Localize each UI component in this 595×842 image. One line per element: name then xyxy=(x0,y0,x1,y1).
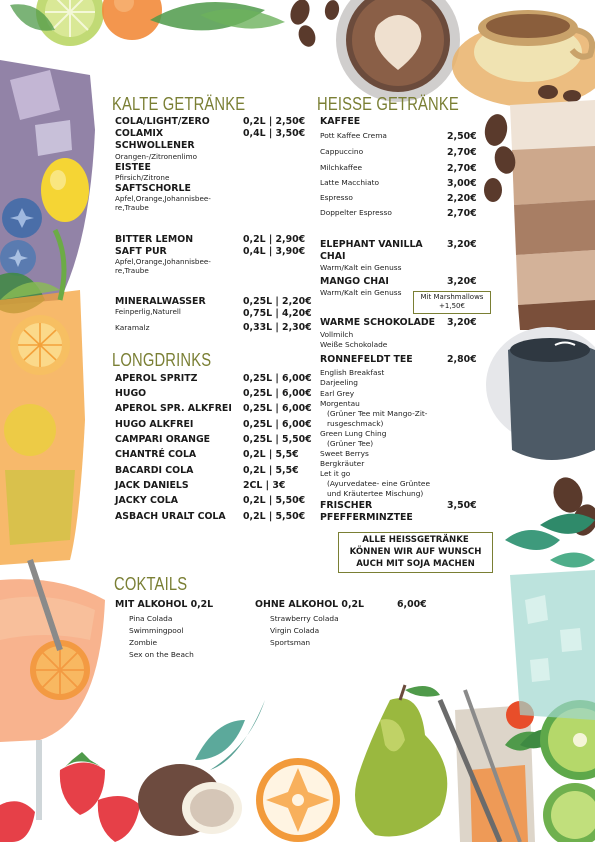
soja-notice-box xyxy=(338,532,493,573)
coffee-price: 2,20€ xyxy=(447,193,477,204)
soja-notice-line2: KÖNNEN WIR AUF WUNSCH xyxy=(349,547,482,557)
item-frischer-pfefferminztee-1: FRISCHER xyxy=(320,500,373,511)
item-eistee-desc: Pfirsich/Zitrone xyxy=(115,173,170,182)
item-eistee: EISTEE xyxy=(115,162,151,173)
strawberry-icon xyxy=(0,752,140,842)
longdrink-name: HUGO ALKFREI xyxy=(115,419,194,430)
tea-item-desc: rusgeschmack) xyxy=(327,419,384,428)
price-elephant-vanilla-chai: 3,20€ xyxy=(447,239,477,250)
coffee-price: 2,70€ xyxy=(447,163,477,174)
tea-item-desc: (Ayurvedatee- eine Grüntee xyxy=(327,479,430,488)
longdrink-name: APEROL SPRITZ xyxy=(115,373,198,384)
price-mineralwasser-1: 0,25L | 2,20€ xyxy=(243,296,312,307)
latte-macchiato-glass-icon xyxy=(510,100,595,330)
coktails-mit-alkohol: MIT ALKOHOL 0,2L xyxy=(115,599,214,610)
soja-notice-line3: AUCH MIT SOJA MACHEN xyxy=(356,559,475,569)
longdrink-price: 0,25L | 6,00€ xyxy=(243,403,312,414)
item-saft-pur-desc2: re,Traube xyxy=(115,266,149,275)
item-saftschorle-desc1: Apfel,Orange,Johannisbee- xyxy=(115,194,211,203)
item-bitter-lemon: BITTER LEMON xyxy=(115,234,194,245)
item-elephant-vanilla-chai-2: CHAI xyxy=(320,251,346,262)
item-colamix: COLAMIX xyxy=(115,128,164,139)
item-cola: COLA/LIGHT/ZERO xyxy=(115,116,210,127)
coffee-name: Latte Macchiato xyxy=(320,178,380,187)
coffee-name: Doppelter Espresso xyxy=(320,208,392,217)
tea-item-desc: und Kräutertee Mischung) xyxy=(327,489,424,498)
price-mineralwasser-2: 0,75L | 4,20€ xyxy=(243,308,312,319)
longdrink-price: 0,25L | 5,50€ xyxy=(243,434,312,445)
item-warme-schokolade-desc2: Weiße Schokolade xyxy=(320,340,388,349)
coffee-mug-icon xyxy=(486,327,595,460)
orange-slice-icon xyxy=(256,758,340,842)
longdrink-price: 0,25L | 6,00€ xyxy=(243,419,312,430)
price-warme-schokolade: 3,20€ xyxy=(447,317,477,328)
cocktail-item: Virgin Colada xyxy=(270,626,320,635)
tea-item: Let it go xyxy=(320,469,351,478)
longdrink-name: HUGO xyxy=(115,388,147,399)
price-saft-pur: 0,4L | 3,90€ xyxy=(243,246,306,257)
cocktail-item: Sex on the Beach xyxy=(129,650,194,659)
price-cola: 0,2L | 2,50€ xyxy=(243,116,306,127)
item-schwollener: SCHWOLLENER xyxy=(115,140,195,151)
longdrink-price: 0,25L | 6,00€ xyxy=(243,388,312,399)
longdrink-price: 0,25L | 6,00€ xyxy=(243,373,312,384)
item-schwollener-desc: Orangen-/Zitronenlimo xyxy=(115,152,197,161)
item-frischer-pfefferminztee-2: PFEFFERMINZTEE xyxy=(320,512,413,523)
coktails-ohne-alkohol: OHNE ALKOHOL 0,2L xyxy=(255,599,365,610)
longdrink-name: CAMPARI ORANGE xyxy=(115,434,211,445)
tea-item: Green Lung Ching xyxy=(320,429,387,438)
longdrink-price: 0,2L | 5,5€ xyxy=(243,449,299,460)
item-saftschorle-desc2: re,Traube xyxy=(115,203,149,212)
item-saftschorle: SAFTSCHORLE xyxy=(115,183,191,194)
longdrink-price: 0,2L | 5,5€ xyxy=(243,465,299,476)
soja-notice-line1: ALLE HEISSGETRÄNKE xyxy=(362,535,469,545)
cocktail-item: Strawberry Colada xyxy=(270,614,339,623)
longdrink-name: CHANTRÉ COLA xyxy=(115,449,197,460)
mint-mojito-glass-icon xyxy=(505,514,595,720)
tea-item-desc: (Grüner Tee) xyxy=(327,439,374,448)
price-colamix: 0,4L | 3,50€ xyxy=(243,128,306,139)
price-bitter-lemon: 0,2L | 2,90€ xyxy=(243,234,306,245)
price-karamalz: 0,33L | 2,30€ xyxy=(243,322,312,333)
tea-item: Sweet Berrys xyxy=(320,449,369,458)
item-mineralwasser-desc: Feinperlig,Naturell xyxy=(115,307,181,316)
cocktail-item: Swimmingpool xyxy=(129,626,184,635)
item-karamalz: Karamalz xyxy=(115,323,150,332)
cocktail-item: Pina Colada xyxy=(129,614,173,623)
tea-item-desc: (Grüner Tee mit Mango-Zit- xyxy=(327,409,428,418)
longdrink-name: ASBACH URALT COLA xyxy=(115,511,226,522)
tea-item: Morgentau xyxy=(320,399,360,408)
item-saft-pur: SAFT PUR xyxy=(115,246,167,257)
basil-leaf-icon xyxy=(195,700,265,770)
tea-item: English Breakfast xyxy=(320,368,385,377)
lemon-icon xyxy=(41,158,89,222)
coffee-name: Espresso xyxy=(320,193,353,202)
marshmallow-extra-box xyxy=(413,291,491,314)
longdrink-price: 0,2L | 5,50€ xyxy=(243,511,306,522)
kiwi-icon xyxy=(540,700,595,842)
item-saft-pur-desc1: Apfel,Orange,Johannisbee- xyxy=(115,257,211,266)
price-mango-chai: 3,20€ xyxy=(447,276,477,287)
cocktail-item: Zombie xyxy=(129,638,158,647)
section-title-longdrinks: LONGDRINKS xyxy=(112,350,212,370)
coffee-price: 2,70€ xyxy=(447,208,477,219)
coffee-bean-icon xyxy=(287,0,341,49)
coktails-price: 6,00€ xyxy=(397,599,427,610)
latte-art-cup-icon xyxy=(336,0,460,102)
item-mango-chai: MANGO CHAI xyxy=(320,276,389,287)
coffee-price: 2,70€ xyxy=(447,147,477,158)
longdrink-name: BACARDI COLA xyxy=(115,465,194,476)
tea-item: Earl Grey xyxy=(320,389,355,398)
section-title-heisse-getraenke: HEISSE GETRÄNKE xyxy=(317,94,459,114)
item-elephant-vanilla-chai-1: ELEPHANT VANILLA xyxy=(320,239,423,250)
coffee-name: Cappuccino xyxy=(320,147,364,156)
marshmallow-extra-price: +1,50€ xyxy=(439,302,465,310)
subsection-kaffee: KAFFEE xyxy=(320,116,361,127)
coffee-price: 3,00€ xyxy=(447,178,477,189)
item-warme-schokolade-desc1: Vollmilch xyxy=(320,330,354,339)
pear-icon xyxy=(355,685,447,836)
coffee-price: 2,50€ xyxy=(447,131,477,142)
item-warme-schokolade: WARME SCHOKOLADE xyxy=(320,317,436,328)
longdrink-name: APEROL SPR. ALKFREI xyxy=(115,403,232,414)
coconut-icon xyxy=(138,764,242,836)
coffee-name: Pott Kaffee Crema xyxy=(320,131,387,140)
tea-item: Bergkräuter xyxy=(320,459,365,468)
longdrink-name: JACK DANIELS xyxy=(115,480,189,491)
longdrink-name: JACKY COLA xyxy=(115,495,179,506)
price-frischer-pfefferminztee: 3,50€ xyxy=(447,500,477,511)
tea-item: Darjeeling xyxy=(320,378,358,387)
item-mineralwasser: MINERALWASSER xyxy=(115,296,206,307)
section-title-coktails: COKTAILS xyxy=(114,574,188,594)
item-ronnefeldt-tee: RONNEFELDT TEE xyxy=(320,354,413,365)
coffee-name: Milchkaffee xyxy=(320,163,363,172)
marshmallow-extra-label: Mit Marshmallows xyxy=(420,293,484,301)
section-title-kalte-getraenke: KALTE GETRÄNKE xyxy=(112,94,246,114)
item-elephant-vanilla-chai-desc: Warm/Kalt ein Genuss xyxy=(320,263,402,272)
longdrink-price: 0,2L | 5,50€ xyxy=(243,495,306,506)
price-ronnefeldt-tee: 2,80€ xyxy=(447,354,477,365)
item-mango-chai-desc: Warm/Kalt ein Genuss xyxy=(320,288,402,297)
longdrink-price: 2CL | 3€ xyxy=(243,480,286,491)
cocktail-item: Sportsman xyxy=(270,638,311,647)
